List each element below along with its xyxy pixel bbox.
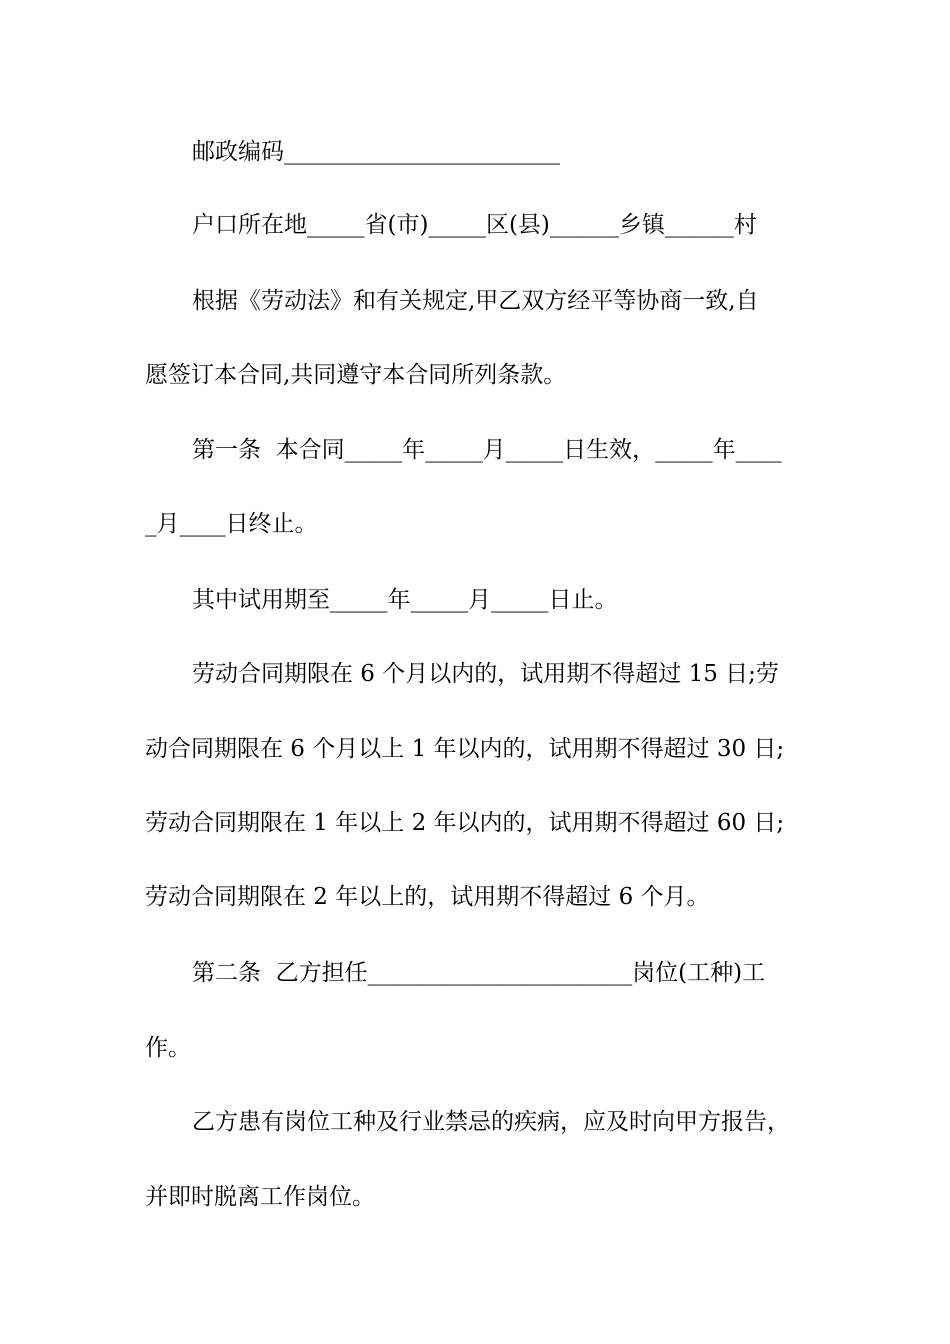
preamble-line-1: 根据《劳动法》和有关规定,甲乙双方经平等协商一致,自 <box>192 288 759 314</box>
article-2-line-1: 第二条 乙方担任_______________________岗位(工种)工 <box>192 960 766 986</box>
article-2-line-2: 作。 <box>145 1035 191 1061</box>
household-registration-line: 户口所在地_____省(市)_____区(县)______乡镇______村 <box>192 212 757 238</box>
preamble-line-2: 愿签订本合同,共同遵守本合同所列条款。 <box>145 362 567 388</box>
postal-code-line: 邮政编码________________________ <box>192 139 560 165</box>
article-1-line-1: 第一条 本合同_____年_____月_____日生效，_____年____ <box>192 437 782 463</box>
probation-rule-line-1: 劳动合同期限在 6 个月以内的，试用期不得超过 15 日;劳 <box>192 661 779 687</box>
probation-rule-line-2: 动合同期限在 6 个月以上 1 年以内的，试用期不得超过 30 日; <box>145 736 785 762</box>
disease-report-line-2: 并即时脱离工作岗位。 <box>145 1184 375 1210</box>
probation-rule-line-3: 劳动合同期限在 1 年以上 2 年以内的，试用期不得超过 60 日; <box>145 810 785 836</box>
article-1-line-2: _月____日终止。 <box>145 511 318 537</box>
probation-end-line: 其中试用期至_____年_____月_____日止。 <box>192 587 618 613</box>
disease-report-line-1: 乙方患有岗位工种及行业禁忌的疾病，应及时向甲方报告， <box>192 1109 790 1135</box>
probation-rule-line-4: 劳动合同期限在 2 年以上的，试用期不得超过 6 个月。 <box>145 884 710 910</box>
